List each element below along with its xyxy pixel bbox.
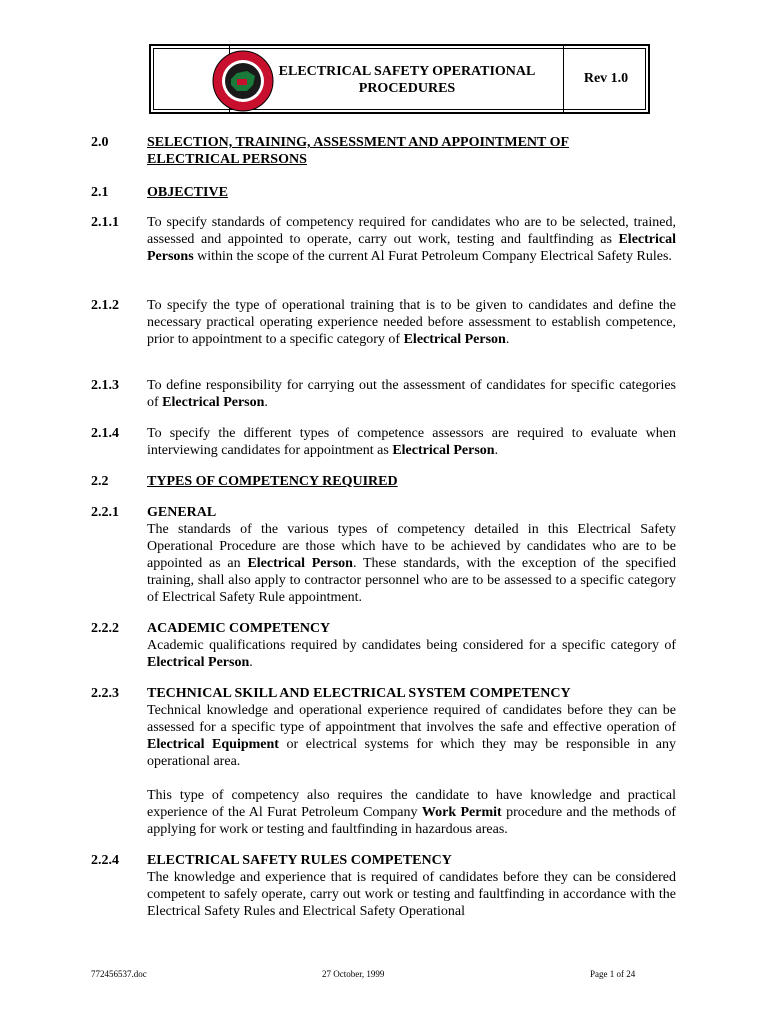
section-number: 2.2.2 [91, 621, 119, 636]
subsection-title: TECHNICAL SKILL AND ELECTRICAL SYSTEM COMPETENCY [147, 686, 571, 701]
paragraph-block [147, 504, 676, 606]
paragraph-block [147, 852, 676, 920]
revision-label: Rev 1.0 [583, 71, 629, 86]
paragraph-block [147, 685, 676, 838]
paragraph-text: The standards of the various types of competency detailed in this Electrical Safety Operational Procedure are those which have to be achieved by candidates who are to be appointed as an Electrical Person. These standards, with the exception of the specified training, shall also apply to contractor personnel who are to be assessed to a specific category of Electrical Safety Rule appointment. [147, 522, 676, 605]
footer-page-number: Page 1 of 24 [590, 969, 636, 979]
section-number: 2.1.2 [91, 298, 119, 313]
subsection-title: GENERAL [147, 505, 217, 520]
section-number: 2.1 [91, 185, 109, 200]
section-number: 2.2.1 [91, 505, 119, 520]
section-number: 2.0 [91, 135, 109, 150]
section-title: OBJECTIVE [147, 185, 228, 200]
paragraph-text: Technical knowledge and operational experience required of candidates before they can be assessed for a specific type of appointment that involves the safe and effective operation of Electrical Equipment or electrical systems for which they may be responsible in any operational area. [147, 703, 677, 769]
section-2-0-title [147, 134, 667, 168]
paragraph-text: This type of competency also requires the candidate to have knowledge and practical experience of the Al Furat Petroleum Company Work Permit procedure and the methods of applying for work or testing and faultfinding in hazardous areas. [147, 788, 677, 837]
paragraph-text: To specify the different types of competence assessors are required to evaluate when interviewing candidates for appointment as Electrical Person. [147, 426, 676, 458]
paragraph-block [147, 620, 676, 671]
subsection-title: ACADEMIC COMPETENCY [147, 621, 331, 636]
header-divider [563, 46, 564, 112]
title-line: ELECTRICAL PERSONS [147, 152, 307, 167]
section-title: TYPES OF COMPETENCY REQUIRED [147, 474, 398, 489]
footer-date: 27 October, 1999 [322, 969, 385, 979]
footer-filename: 772456537.doc [91, 969, 147, 979]
paragraph-text: The knowledge and experience that is required of candidates before they can be considered competent to safely operate, carry out work or testing and faultfinding in accordance with the Electrical Safety Rules and Electrical Safety Operational [147, 870, 676, 919]
section-number: 2.2.3 [91, 686, 119, 701]
section-number: 2.1.3 [91, 378, 119, 393]
section-number: 2.1.1 [91, 215, 119, 230]
paragraph-text: To specify the type of operational training that is to be given to candidates and define the necessary practical operating experience needed before assessment to establish competence, prior to appointment to a specific category of Electrical Person. [147, 298, 676, 347]
document-header [149, 44, 650, 114]
header-title [273, 63, 541, 97]
paragraph-text: Academic qualifications required by candidates being considered for a specific category of Electrical Person. [147, 638, 676, 670]
section-number: 2.2 [91, 474, 109, 489]
paragraph-text: To define responsibility for carrying out the assessment of candidates for specific categories of Electrical Person. [147, 378, 676, 410]
subsection-title: ELECTRICAL SAFETY RULES COMPETENCY [147, 853, 452, 868]
header-title-line1: ELECTRICAL SAFETY OPERATIONAL [278, 64, 536, 79]
paragraph-text: To specify standards of competency required for candidates who are to be selected, trained, assessed and appointed to operate, carry out work, testing and faultfinding as Electrical Persons within the scope of the current Al Furat Petroleum Company Electrical Safety Rules. [147, 215, 676, 264]
title-line: SELECTION, TRAINING, ASSESSMENT AND APPOINTMENT OF [147, 135, 570, 150]
section-number: 2.2.4 [91, 853, 119, 868]
section-number: 2.1.4 [91, 426, 119, 441]
company-logo [207, 49, 279, 113]
header-title-line2: PROCEDURES [358, 81, 456, 96]
